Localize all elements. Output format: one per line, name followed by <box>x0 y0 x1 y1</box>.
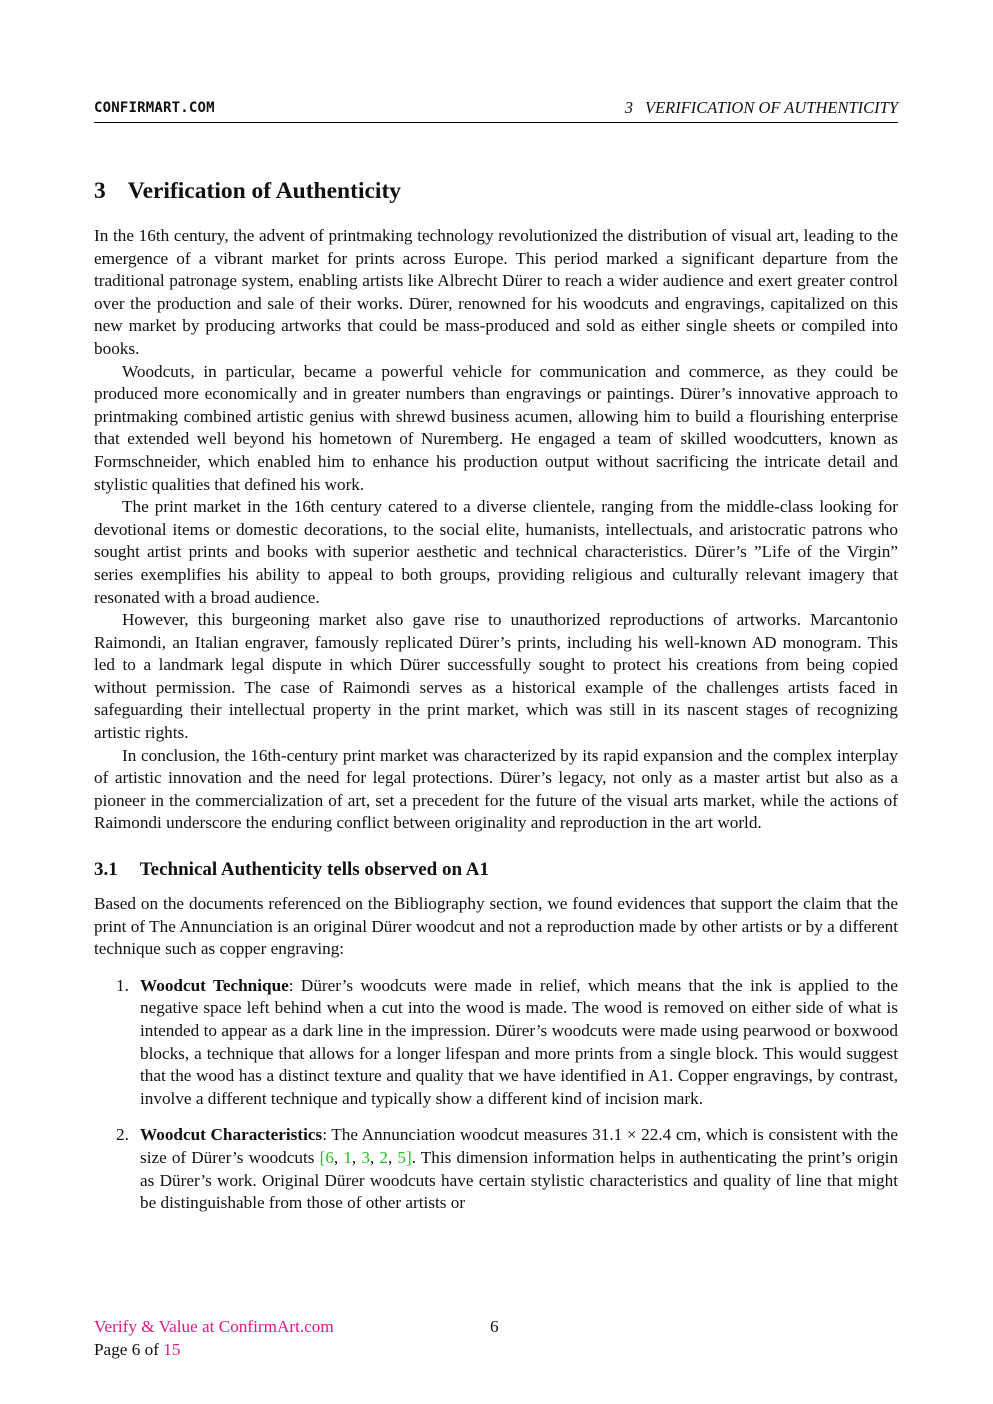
page-header <box>94 98 898 123</box>
paragraph-5: In conclusion, the 16th-century print market was characterized by its rapid expansion and the complex interplay of artistic innovation and the need for legal protections. Dürer’s legacy, not only as a master artist but also as a pioneer in the commercialization of art, set a precedent for the future of the visual arts market, while the actions of Raimondi underscore the enduring conflict between originality and reproduction in the art world. <box>94 745 898 833</box>
section-number: 3 <box>94 178 106 204</box>
page-footer <box>94 1315 334 1361</box>
running-head-number: 3 <box>624 98 633 117</box>
section-heading <box>94 176 898 206</box>
page-count-label <box>94 1338 334 1361</box>
page-number: 6 <box>490 1317 499 1336</box>
list-marker: 1. <box>116 975 129 995</box>
citation-separator: , <box>387 1147 398 1167</box>
paragraph-1: In the 16th century, the advent of printmaking technology revolutionized the distribution of visual art, leading to the emergence of a vibrant market for prints across Europe. This period marked a significant departure from the traditional patronage system, enabling artists like Albrecht Dürer to reach a wider audience and exert greater control over the production and sale of their works. Dürer, renowned for his woodcuts and engravings, capitalized on this new market by producing artworks that could be mass-produced and sold as either single sheets or compiled into books. <box>94 226 898 358</box>
list-item-text: : Dürer’s woodcuts were made in relief, which means that the ink is applied to the negative space left behind when a cut into the wood is made. The wood is removed on either side of what is intended to appear as a dark line in the impression. Dürer’s woodcuts were made using pearwood or boxwood blocks, a technique that allows for a longer lifespan and more prints from a single block. This would suggest that the wood has a distinct texture and quality that we have identified in A1. Copper engravings, by contrast, involve a different technique and typically show a different kind of incision mark. <box>140 975 899 1108</box>
paragraph-4: However, this burgeoning market also gave rise to unauthorized reproductions of artworks. Marcantonio Raimondi, an Italian engraver, famously replicated Dürer’s prints, including his well-known AD monogram. This led to a landmark legal dispute in which Dürer successfully sought to protect his creations from being copied without permission. The case of Raimondi serves as a historical example of the challenges artists faced in safeguarding their intellectual property in the print market, which was still in its nascent stages of recognizing artistic rights. <box>94 610 898 743</box>
running-head <box>625 98 898 118</box>
citation-link[interactable]: 3 <box>361 1147 370 1167</box>
list-item-term: Woodcut Technique <box>140 975 289 995</box>
citation-link[interactable]: 2 <box>379 1147 388 1167</box>
subsection-number: 3.1 <box>94 859 118 881</box>
citation-bracket-open: [ <box>319 1147 326 1167</box>
confirmart-logo[interactable]: CONFIRMART.COM <box>94 100 215 116</box>
page-count-prefix: Page 6 of <box>94 1340 164 1359</box>
citation-link[interactable]: 6 <box>325 1147 334 1167</box>
list-item-text: : The Annunciation woodcut measures 31.1 × 22.4 cm, which is consistent with the size of Dürer’s woodcuts <box>140 1125 898 1167</box>
citation-link[interactable]: 5 <box>397 1147 406 1167</box>
list-item <box>116 1124 899 1214</box>
list-item <box>116 975 899 1111</box>
list-item-term: Woodcut Characteristics <box>140 1125 323 1145</box>
citation-bracket-close: ] <box>405 1147 412 1167</box>
citation-separator: , <box>351 1147 362 1167</box>
subsection-heading <box>94 857 898 883</box>
confirmart-footer-link[interactable]: Verify & Value at ConfirmArt.com <box>94 1317 334 1336</box>
citation-separator: , <box>333 1147 344 1167</box>
list-item-text-continued: . This dimension information helps in authenticating the print’s origin as Dürer’s work. Original Dürer woodcuts have certain stylistic characteristics and quality of line that might be distinguishable from those of other artists or <box>140 1147 899 1213</box>
section-title: Verification of Authenticity <box>127 178 402 204</box>
subsection-intro: Based on the documents referenced on the Bibliography section, we found evidences that support the claim that the print of The Annunciation is an original Dürer woodcut and not a reproduction made by other artists or by a different technique such as copper engraving: <box>94 894 898 959</box>
citation-separator: , <box>369 1147 380 1167</box>
subsection-title: Technical Authenticity tells observed on A1 <box>139 859 489 881</box>
paragraph-3: The print market in the 16th century catered to a diverse clientele, ranging from the middle-class looking for devotional items or domestic decorations, to the social elite, humanists, intellectuals, and aristocratic patrons who sought artist prints and books with superior aesthetic and technical characteristics. Dürer’s ”Life of the Virgin” series exemplifies his ability to appeal to both groups, providing religious and culturally relevant imagery that resonated with a broad audience. <box>94 497 898 607</box>
document-body <box>94 176 898 1229</box>
list-marker: 2. <box>116 1125 129 1145</box>
total-pages-link[interactable]: 15 <box>163 1340 181 1359</box>
evidence-list <box>94 975 898 1215</box>
paragraph-2: Woodcuts, in particular, became a powerful vehicle for communication and commerce, as they could be produced more economically and in greater numbers than engravings or paintings. Dürer’s innovative approach to printmaking combined artistic genius with shrewd business acumen, allowing him to build a flourishing enterprise that extended well beyond his hometown of Nuremberg. He engaged a team of skilled woodcutters, known as Formschneider, which enabled him to enhance his production output without sacrificing the intricate detail and stylistic qualities that defined his work. <box>94 361 898 494</box>
running-head-title: VERIFICATION OF AUTHENTICITY <box>644 98 898 117</box>
citation-link[interactable]: 1 <box>343 1147 352 1167</box>
